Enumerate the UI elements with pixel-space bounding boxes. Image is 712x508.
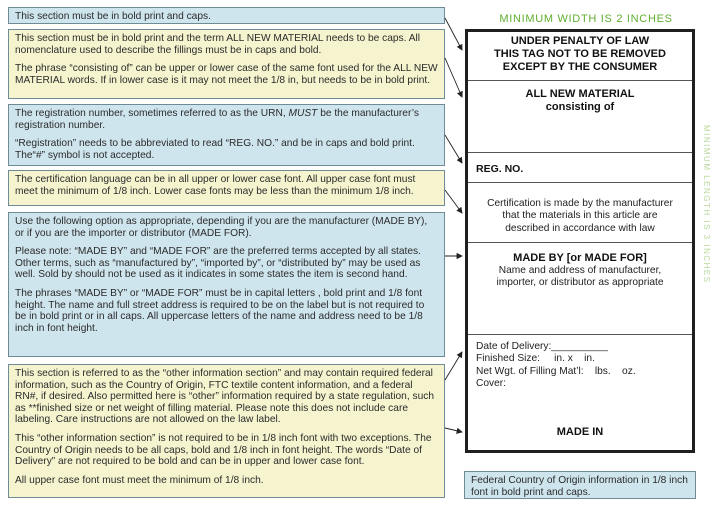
- tag-certification-line-2: that the materials in this article are: [502, 210, 658, 222]
- note-all-new-material-p2: The phrase “consisting of” can be upper or lower case of the same font used for the ALL NEW MATERIAL words. If in lower case is it may not meet the 1/8 in, but needs to be in bold print.: [15, 63, 438, 86]
- tag-material-title: ALL NEW MATERIAL: [525, 88, 635, 100]
- note-made-by-p2: Please note: “MADE BY” and “MADE FOR” are the preferred terms accepted by all states. Other terms, such as “manufactured by”, “imported by”, or “distributed by” may be used as well. Sold by should not be used as it indicates in some states the item is second hand.: [15, 246, 421, 281]
- arrow-reg-no: [445, 135, 462, 163]
- tag-divider-5: [468, 334, 692, 335]
- tag-material-section: [468, 88, 692, 114]
- arrow-made-in: [445, 428, 462, 432]
- tag-reg-no: REG. NO.: [476, 163, 524, 175]
- note-other-information-p2: This “other information section” is not required to be in 1/8 inch font with two exceptions. The Country of Origin needs to be all caps, bold and 1/8 inch in font height. The words “Date of Delivery” are not required to be bold and can be in upper and lower case font.: [15, 432, 432, 468]
- law-tag: [465, 29, 695, 453]
- tag-divider-4: [468, 242, 692, 243]
- arrow-certification: [445, 190, 462, 213]
- arrow-header: [445, 18, 462, 50]
- note-other-information-p3: All upper case font must meet the minimum of 1/8 inch.: [15, 474, 264, 486]
- tag-divider-3: [468, 182, 692, 183]
- tag-header-line-3: EXCEPT BY THE CONSUMER: [502, 61, 658, 73]
- note-certification-text: The certification language can be in all upper or lower case font. All upper case font must meet the minimum of 1/8 inch. Lower case fonts may be less than the minimum 1/8 inch.: [15, 174, 416, 197]
- tag-made-by-line-2: importer, or distributor as appropriate: [496, 277, 664, 289]
- tag-finished-size: Finished Size: in. x in.: [476, 353, 595, 365]
- tag-certification-line-3: described in accordance with law: [505, 222, 655, 234]
- tag-cover: Cover:: [476, 378, 507, 390]
- note-bold-caps-text: This section must be in bold print and caps.: [15, 11, 211, 22]
- tag-made-by-title: MADE BY [or MADE FOR]: [513, 252, 647, 264]
- arrow-material: [445, 58, 462, 97]
- reg-text-emphasis: MUST: [288, 108, 318, 119]
- tag-header: [468, 35, 692, 74]
- tag-header-line-1: UNDER PENALTY OF LAW: [510, 35, 650, 47]
- tag-other-info: [476, 341, 692, 391]
- reg-text-end: be the manufacturer’s registration number.: [15, 108, 419, 131]
- note-all-new-material-p1: This section must be in bold print and the term ALL NEW MATERIAL needs to be caps. All nomenclature used to describe the fillings must be in caps and bold.: [15, 33, 421, 56]
- tag-made-by-section: [468, 252, 692, 290]
- min-length-label: MINIMUM LENGTH IS 3 INCHES: [702, 125, 711, 284]
- tag-material-sub: consisting of: [545, 101, 615, 113]
- tag-certification: [468, 198, 692, 235]
- note-made-by-p1: Use the following option as appropriate, depending if you are the manufacturer (MADE BY), or if you are the importer or distributor (MADE FOR).: [15, 216, 428, 239]
- note-country-of-origin-text: Federal Country of Origin information in 1/8 inch font in bold print and caps.: [471, 475, 688, 498]
- tag-header-line-2: THIS TAG NOT TO BE REMOVED: [494, 48, 666, 60]
- tag-date-of-delivery: Date of Delivery:__________: [476, 341, 608, 352]
- tag-made-in: MADE IN: [556, 426, 604, 438]
- note-registration-p2: “Registration” needs to be abbreviated to read “REG. NO.” and be in caps and bold print. The“#” symbol is not accepted.: [15, 138, 415, 161]
- arrow-other-info: [445, 352, 462, 380]
- min-width-label: MINIMUM WIDTH IS 2 INCHES: [499, 13, 673, 25]
- note-country-of-origin: [464, 471, 696, 499]
- tag-made-by-line-1: Name and address of manufacturer,: [498, 265, 662, 276]
- tag-divider-2: [468, 152, 692, 153]
- tag-net-weight: Net Wgt. of Filling Mat’l: lbs. oz.: [476, 365, 636, 377]
- reg-text-start: The registration number, sometimes referred to as the URN,: [15, 108, 289, 119]
- tag-certification-line-1: Certification is made by the manufacturer: [487, 198, 673, 209]
- tag-divider-1: [468, 80, 692, 81]
- note-made-by-p3: The phrases “MADE BY” or “MADE FOR” must be in capital letters , bold print and 1/8 font height. The name and full street address is required to be on the label but is not required to be in bold print or in all caps. All uppercase letters of the name and address need to be 1/8 inch in font height.: [15, 287, 425, 334]
- note-other-information-p1: This section is referred to as the “other information section” and may contain required federal information, such as the Country of Origin, FTC textile content information, and a federal RN#, if desired. Also permitted here is “other” information required by a state regulation, such as **finished size or net weight of filling material. Please note this does not include care labeling. Care instructions are not allowed on the law label.: [15, 368, 435, 426]
